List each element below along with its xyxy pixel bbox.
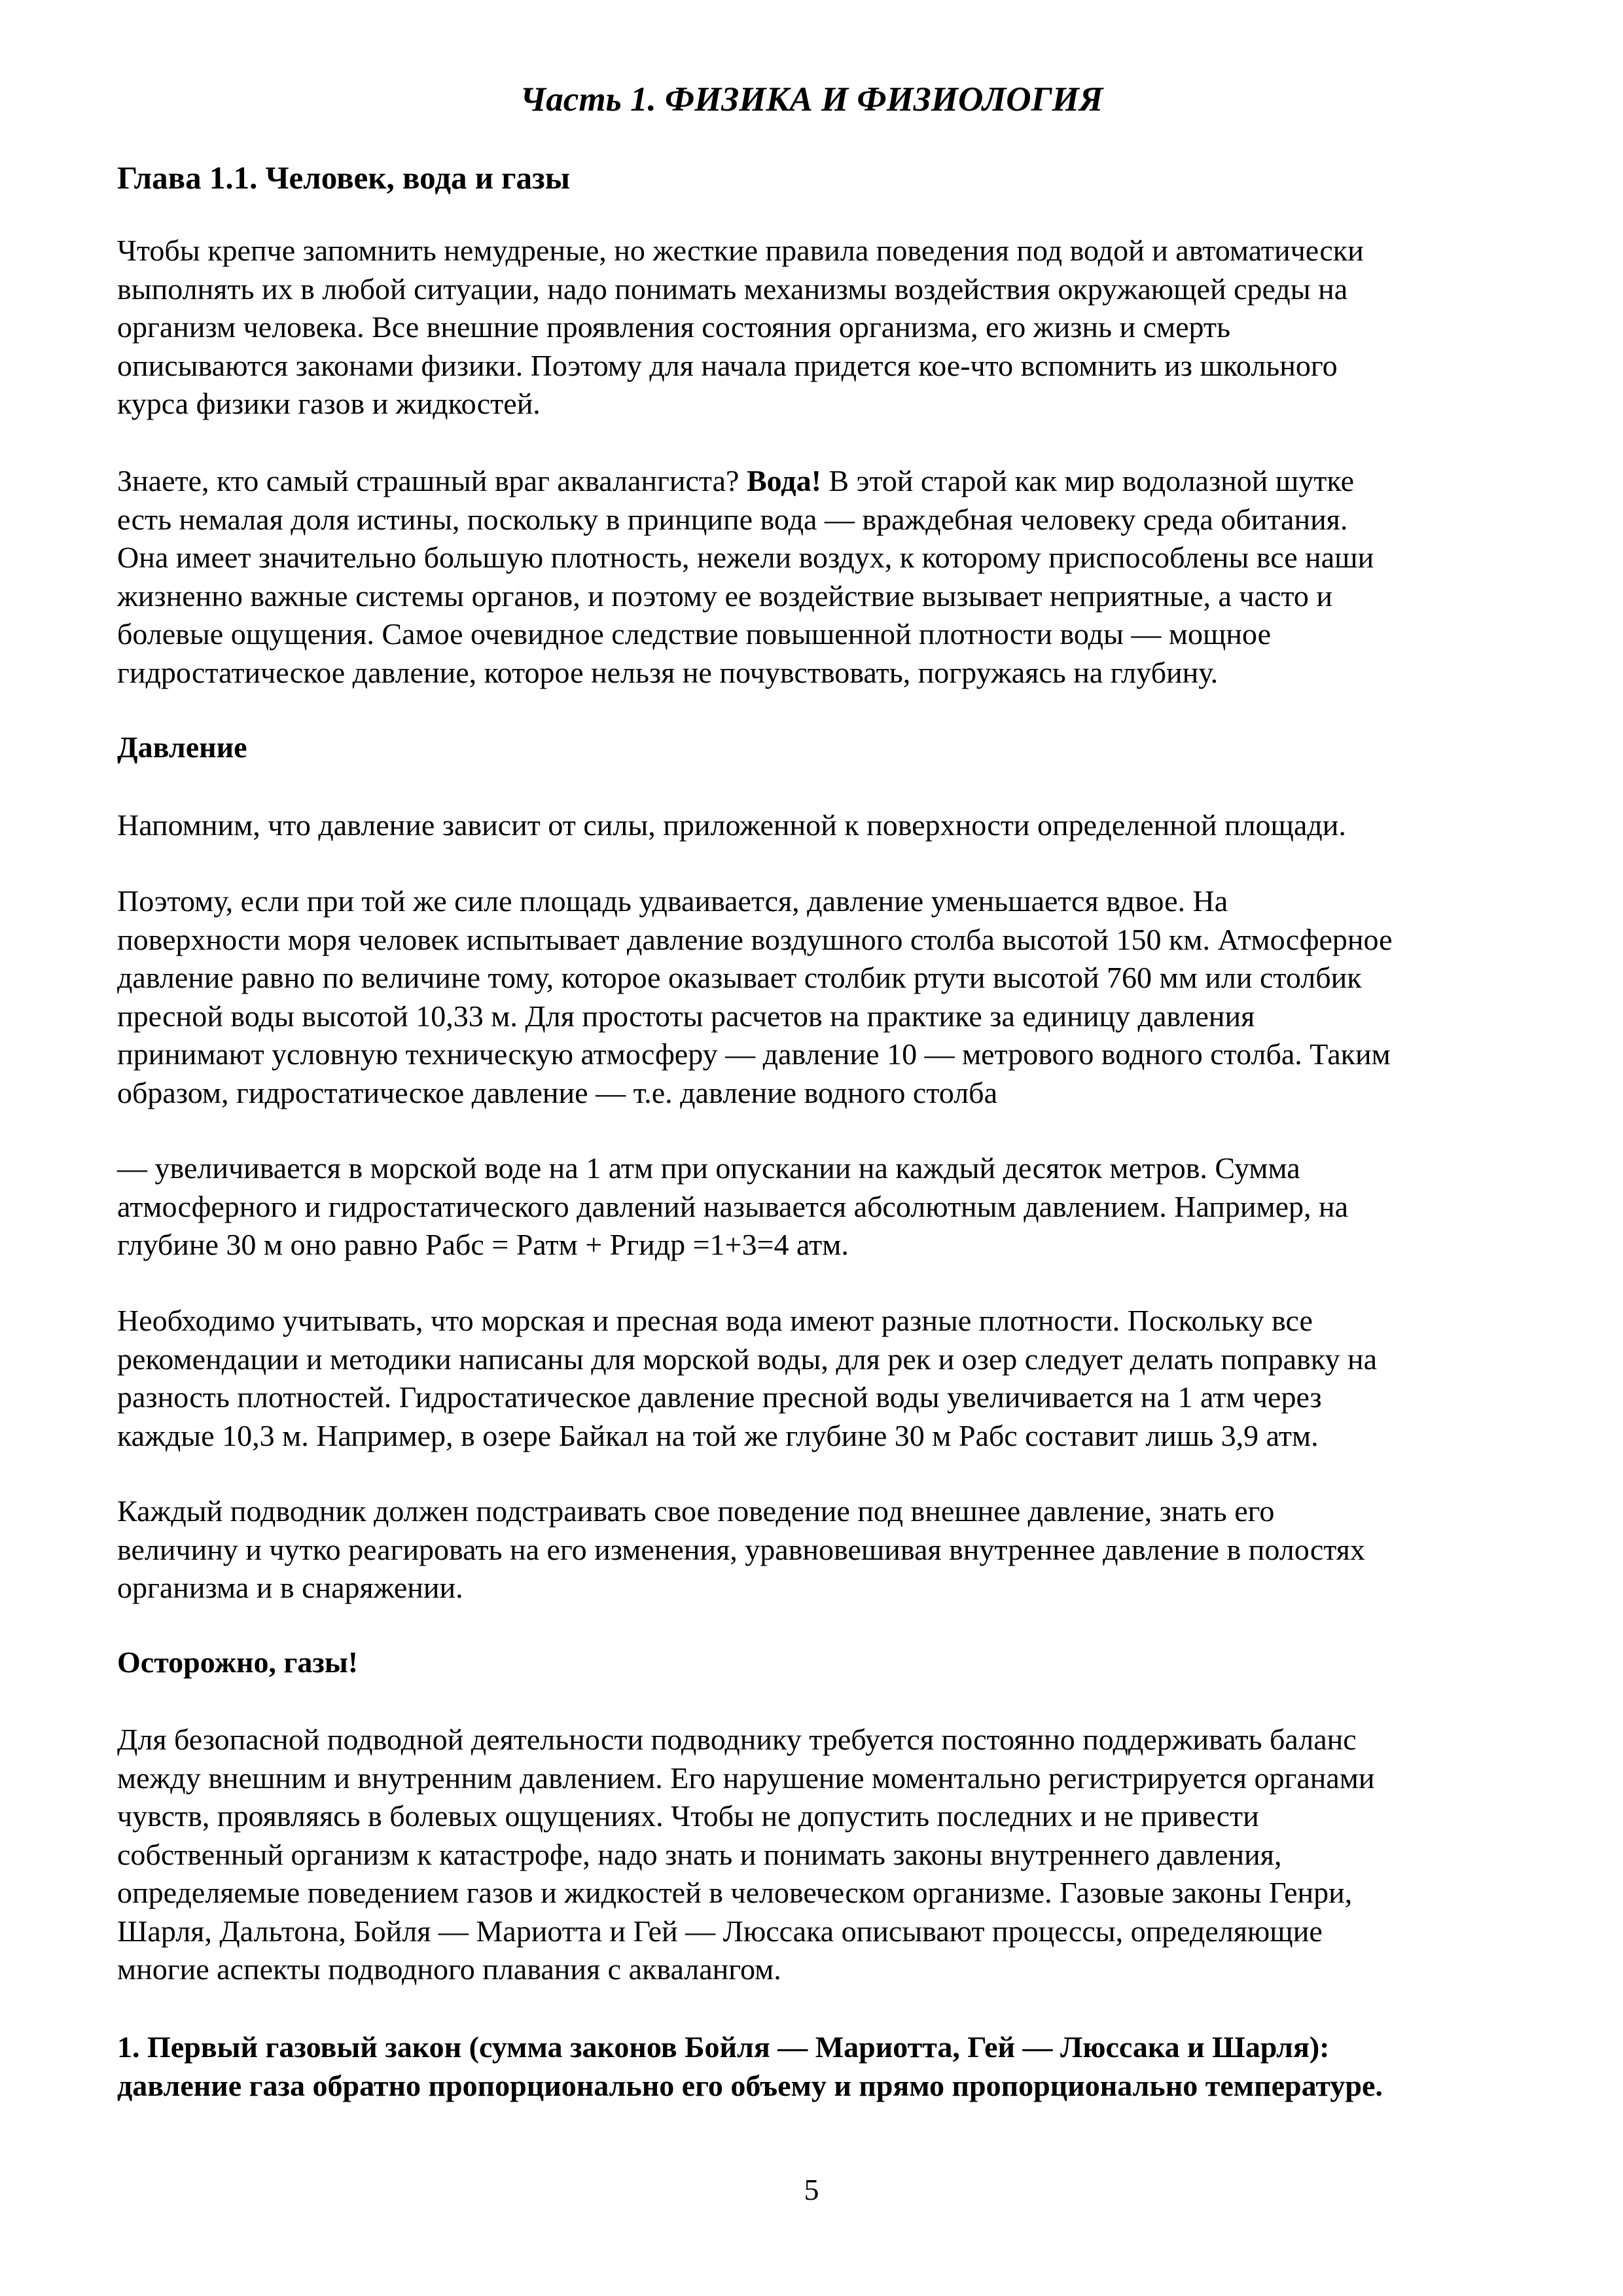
text-line: Необходимо учитывать, что морская и пресная вода имеют разные плотности. Поскольку все (117, 1304, 1313, 1337)
pressure-definition (117, 806, 1505, 845)
intro-paragraph (117, 232, 1505, 423)
chapter-title: Глава 1.1. Человек, вода и газы (117, 160, 570, 196)
text-line: организма и в снаряжении. (117, 1571, 463, 1604)
gases-heading: Осторожно, газы! (117, 1645, 359, 1679)
text-line: болевые ощущения. Самое очевидное следствие повышенной плотности воды — мощное (117, 617, 1272, 651)
pressure-heading: Давление (117, 730, 247, 764)
text-line: Каждый подводник должен подстраивать свое поведение под внешнее давление, знать его (117, 1494, 1275, 1528)
gases-paragraph (117, 1721, 1505, 1989)
part-title: Часть 1. ФИЗИКА И ФИЗИОЛОГИЯ (520, 81, 1103, 118)
text-line: разность плотностей. Гидростатическое давление пресной воды увеличивается на 1 атм через (117, 1380, 1322, 1414)
text-line: образом, гидростатическое давление — т.е. давление водного столба (117, 1075, 998, 1109)
text-line: давление газа обратно пропорционально его объему и прямо пропорционально температуре. (117, 2068, 1383, 2102)
text-line: жизненно важные системы органов, и поэтому ее воздействие вызывает неприятные, а часто и (117, 579, 1332, 613)
text-line: атмосферного и гидростатического давлений называется абсолютным давлением. Например, на (117, 1189, 1349, 1223)
text-line: пресной воды высотой 10,33 м. Для простоты расчетов на практике за единицу давления (117, 999, 1255, 1033)
text-line: величину и чутко реагировать на его изменения, уравновешивая внутреннее давление в полостях (117, 1532, 1365, 1566)
text-run: В этой старой как мир водолазной шутке (821, 464, 1354, 497)
text-line: чувств, проявляясь в болевых ощущениях. Чтобы не допустить последних и не привести (117, 1799, 1259, 1833)
text-line: описываются законами физики. Поэтому для начала придется кое-что вспомнить из школьного (117, 348, 1338, 382)
text-line: есть немалая доля истины, поскольку в принципе вода — враждебная человеку среда обитания. (117, 502, 1348, 536)
text-line: Для безопасной подводной деятельности подводнику требуется постоянно поддерживать баланс (117, 1723, 1357, 1756)
diver-paragraph (117, 1492, 1505, 1607)
text-line: Напомним, что давление зависит от силы, приложенной к поверхности определенной площади. (117, 808, 1346, 842)
text-line: многие аспекты подводного плавания с аквалангом. (117, 1952, 781, 1986)
text-line: определяемые поведением газов и жидкостей в человеческом организме. Газовые законы Генри, (117, 1876, 1353, 1909)
text-line: Шарля, Дальтона, Бойля — Мариотта и Гей — Люссака описывают процессы, определяющие (117, 1914, 1323, 1948)
text-line (117, 462, 1505, 501)
text-run: Знаете, кто самый страшный враг аквалангиста? (117, 464, 747, 497)
text-line: — увеличивается в морской воде на 1 атм при опускании на каждый десяток метров. Сумма (117, 1151, 1300, 1185)
text-line: поверхности моря человек испытывает давление воздушного столба высотой 150 км. Атмосферное (117, 922, 1393, 956)
text-line: давление равно по величине тому, которое оказывает столбик ртути высотой 760 мм или столбик (117, 961, 1362, 994)
enemy-paragraph (117, 462, 1505, 692)
pressure-paragraph (117, 882, 1505, 1112)
text-line: курса физики газов и жидкостей. (117, 387, 541, 420)
text-line: выполнять их в любой ситуации, надо понимать механизмы воздействия окружающей среды на (117, 272, 1348, 306)
text-line: глубине 30 м оно равно Рабс = Ратм + Ргидр =1+3=4 атм. (117, 1228, 849, 1261)
text-line: гидростатическое давление, которое нельзя не почувствовать, погружаясь на глубину. (117, 655, 1219, 689)
page-number: 5 (804, 2173, 819, 2206)
text-line: Она имеет значительно большую плотность, нежели воздух, к которому приспособлены все наши (117, 541, 1374, 574)
text-line: принимают условную техническую атмосферу — давление 10 — метрового водного столба. Таким (117, 1037, 1391, 1071)
first-gas-law (117, 2028, 1511, 2105)
absolute-pressure-paragraph (117, 1149, 1505, 1265)
density-paragraph (117, 1302, 1505, 1455)
text-line: каждые 10,3 м. Например, в озере Байкал на той же глубине 30 м Рабс составит лишь 3,9 атм. (117, 1418, 1319, 1452)
emphasis-word: Вода! (746, 464, 821, 497)
text-line: Чтобы крепче запомнить немудреные, но жесткие правила поведения под водой и автоматически (117, 234, 1364, 267)
text-line: рекомендации и методики написаны для морской воды, для рек и озер следует делать поправку на (117, 1342, 1377, 1376)
text-line: 1. Первый газовый закон (сумма законов Бойля — Мариотта, Гей — Люссака и Шарля): (117, 2030, 1330, 2064)
text-line: между внешним и внутренним давлением. Его нарушение моментально регистрируется органами (117, 1761, 1375, 1795)
text-line: Поэтому, если при той же силе площадь удваивается, давление уменьшается вдвое. На (117, 884, 1228, 918)
text-line: собственный организм к катастрофе, надо знать и понимать законы внутреннего давления, (117, 1837, 1282, 1871)
text-line: организм человека. Все внешние проявления состояния организма, его жизнь и смерть (117, 310, 1231, 344)
